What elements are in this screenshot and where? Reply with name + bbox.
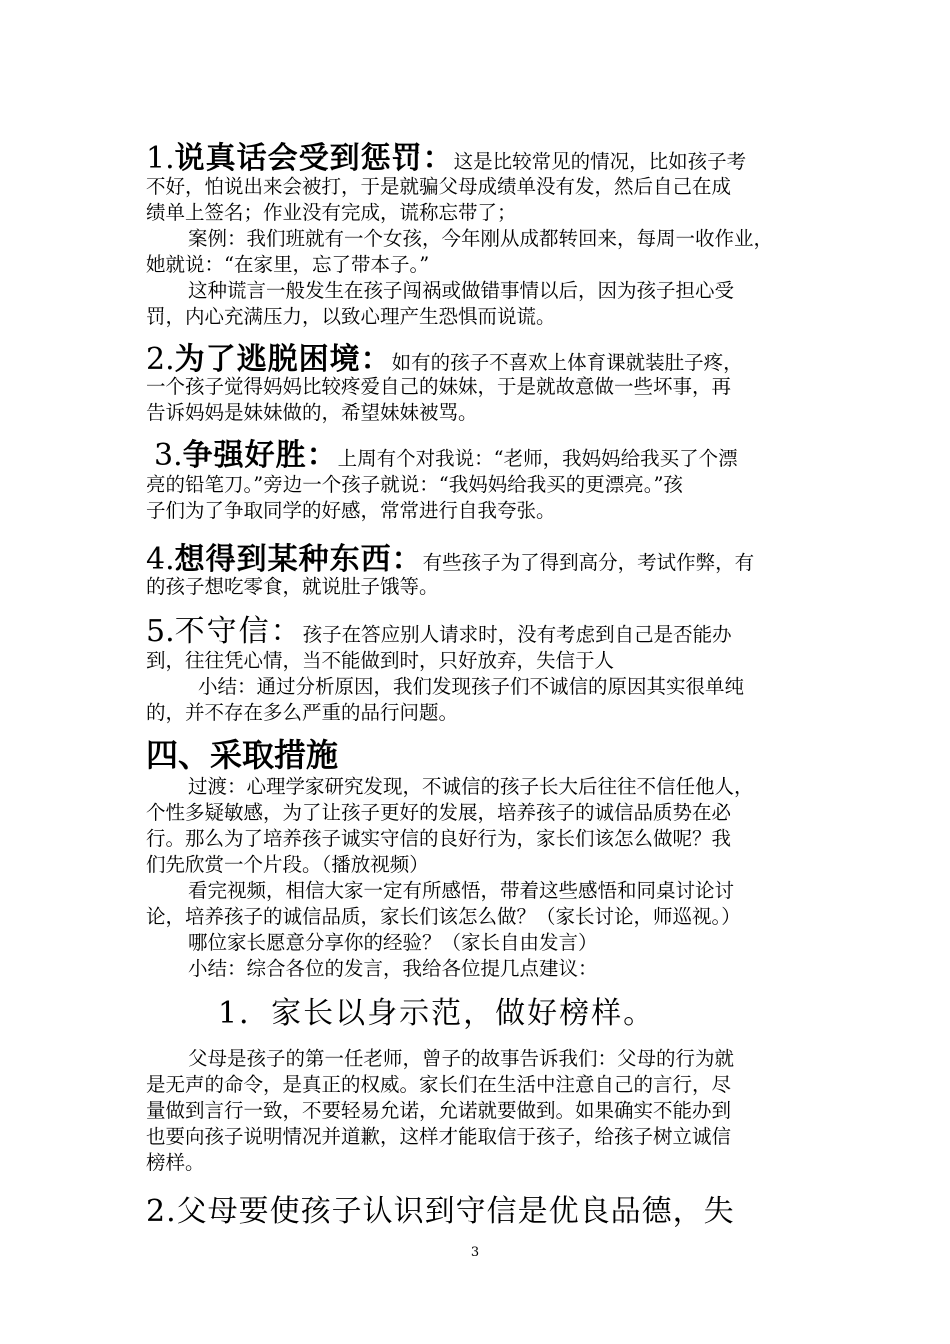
- item-number: 1.: [146, 141, 175, 176]
- text-line: 看完视频，相信大家一定有所感悟，带着这些感悟和同桌讨论讨: [188, 879, 735, 902]
- text-line: 案例：我们班就有一个女孩，今年刚从成都转回来，每周一收作业，: [188, 227, 774, 250]
- subheading-2: 2.父母要使孩子认识到守信是优良品德，失: [146, 1194, 735, 1229]
- text-line: 告诉妈妈是妹妹做的，希望妹妹被骂。: [146, 401, 478, 424]
- item-number: 3.: [154, 438, 183, 473]
- text-line: 子们为了争取同学的好感，常常进行自我夸张。: [146, 499, 556, 522]
- item-number: 5.: [146, 614, 175, 649]
- text-line: 过渡：心理学家研究发现，不诚信的孩子长大后往往不信任他人，: [188, 775, 754, 798]
- item-text: 有些孩子为了得到高分，考试作弊，有: [422, 551, 755, 574]
- text-line: 行。那么为了培养孩子诚实守信的良好行为，家长们该怎么做呢？我: [146, 827, 732, 850]
- summary-line: 小结：通过分析原因，我们发现孩子们不诚信的原因其实很单纯: [198, 675, 745, 698]
- item-title: 说真话会受到惩罚：: [174, 141, 454, 176]
- subheading-1: 1．家长以身示范，做好榜样。: [218, 996, 656, 1031]
- text-line: 小结：综合各位的发言，我给各位提几点建议：: [188, 957, 598, 980]
- text-line: 也要向孩子说明情况并道歉，这样才能取信于孩子，给孩子树立诚信: [146, 1125, 732, 1148]
- item-3-heading: [154, 430, 738, 474]
- text-line: 的，并不存在多么严重的品行问题。: [146, 701, 459, 724]
- item-title: 想得到某种东西：: [174, 542, 423, 577]
- page-number: 3: [470, 1245, 480, 1260]
- text-line: 这种谎言一般发生在孩子闯祸或做错事情以后，因为孩子担心受: [188, 279, 735, 302]
- item-1-heading: [146, 133, 746, 177]
- item-title: 争强好胜：: [182, 438, 338, 473]
- text-line: 到，往往凭心情，当不能做到时，只好放弃，失信于人: [146, 649, 615, 672]
- text-line: 她就说：“在家里，忘了带本子。”: [146, 253, 430, 276]
- section-heading: 四、采取措施: [146, 736, 339, 774]
- item-2-heading: [146, 334, 743, 378]
- text-line: 是无声的命令，是真正的权威。家长们在生活中注意自己的言行，尽: [146, 1073, 732, 1096]
- item-4-heading: [146, 534, 754, 578]
- text-line: 不好，怕说出来会被打，于是就骗父母成绩单没有发，然后自己在成: [146, 175, 732, 198]
- item-title: 不守信：: [174, 614, 303, 649]
- item-5-heading: [146, 606, 732, 650]
- text-line: 个性多疑敏感，为了让孩子更好的发展，培养孩子的诚信品质势在必: [146, 801, 732, 824]
- text-line: 量做到言行一致，不要轻易允诺，允诺就要做到。如果确实不能办到: [146, 1099, 732, 1122]
- item-title: 为了逃脱困境：: [174, 342, 392, 377]
- item-number: 4.: [146, 542, 175, 577]
- text-line: 一个孩子觉得妈妈比较疼爱自己的妹妹，于是就故意做一些坏事，再: [146, 375, 732, 398]
- text-line: 们先欣赏一个片段。（播放视频）: [146, 853, 429, 876]
- item-text: 如有的孩子不喜欢上体育课就装肚子疼，: [391, 351, 743, 374]
- text-line: 榜样。: [146, 1151, 205, 1174]
- text-line: 绩单上签名；作业没有完成，谎称忘带了；: [146, 201, 517, 224]
- text-line: 论，培养孩子的诚信品质，家长们该怎么做？（家长讨论，师巡视。）: [146, 905, 741, 928]
- item-text: 上周有个对我说：“老师，我妈妈给我买了个漂: [337, 447, 738, 470]
- item-text: 孩子在答应别人请求时，没有考虑到自己是否能办: [302, 623, 732, 646]
- text-line: 罚，内心充满压力，以致心理产生恐惧而说谎。: [146, 305, 556, 328]
- text-line: 父母是孩子的第一任老师，曾子的故事告诉我们：父母的行为就: [188, 1047, 735, 1070]
- text-line: 亮的铅笔刀。”旁边一个孩子就说：“我妈妈给我买的更漂亮。”孩: [146, 473, 683, 496]
- text-line: 哪位家长愿意分享你的经验？（家长自由发言）: [188, 931, 598, 954]
- item-text: 这是比较常见的情况，比如孩子考: [453, 150, 747, 173]
- text-line: 的孩子想吃零食，就说肚子饿等。: [146, 575, 439, 598]
- item-number: 2.: [146, 342, 175, 377]
